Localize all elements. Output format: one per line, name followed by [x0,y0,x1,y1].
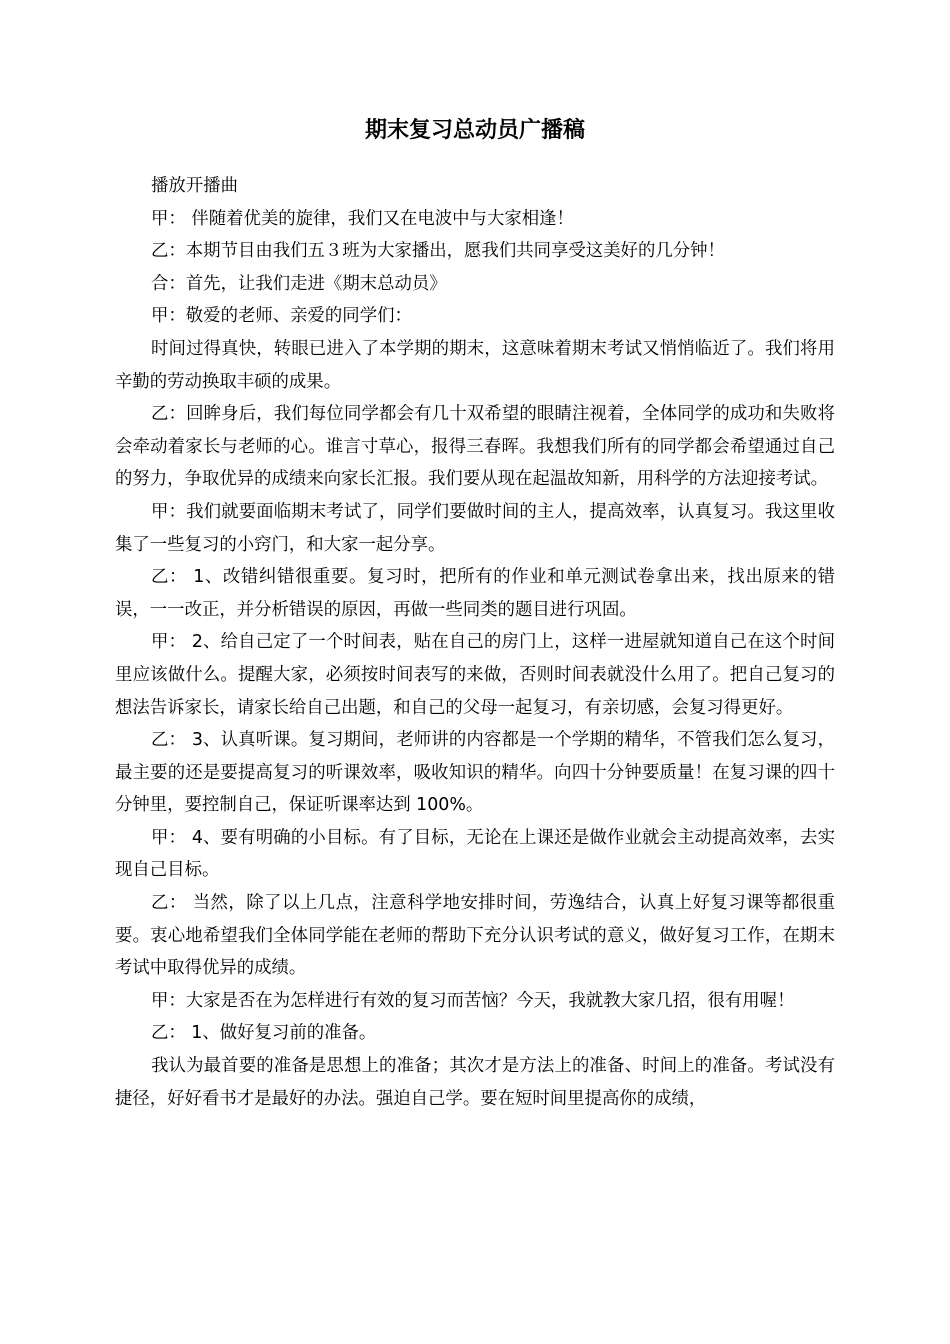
paragraph-7: 乙：回眸身后，我们每位同学都会有几十双希望的眼睛注视着，全体同学的成功和失败将会牵动着家长与老师的心。谁言寸草心，报得三春晖。我想我们所有的同学都会希望通过自己的努力，争取优异的成绩来向家长汇报。我们要从现在起温故知新，用科学的方法迎接考试。 [115,404,835,490]
paragraph-9: 乙： 1、改错纠错很重要。复习时，把所有的作业和单元测试卷拿出来，找出原来的错误，一一改正，并分析错误的原因，再做一些同类的题目进行巩固。 [115,567,835,620]
paragraph-13: 乙： 当然，除了以上几点，注意科学地安排时间，劳逸结合，认真上好复习课等都很重要。衷心地希望我们全体同学能在老师的帮助下充分认识考试的意义，做好复习工作，在期末考试中取得优异的成绩。 [115,893,835,979]
paragraph-1: 播放开播曲 [151,176,238,196]
paragraph-11: 乙： 3、认真听课。复习期间，老师讲的内容都是一个学期的精华，不管我们怎么复习，最主要的还是要提高复习的听课效率，吸收知识的精华。向四十分钟要质量！在复习课的四十分钟里，要控制自己，保证听课率达到 100%。 [115,730,835,816]
paragraph-15: 乙： 1、做好复习前的准备。 [151,1023,377,1044]
paragraph-5: 甲：敬爱的老师、亲爱的同学们： [151,306,412,327]
paragraph-2: 甲： 伴随着优美的旋律，我们又在电波中与大家相逢！ [151,208,574,229]
paragraph-8: 甲：我们就要面临期末考试了，同学们要做时间的主人，提高效率，认真复习。我这里收集了一些复习的小窍门，和大家一起分享。 [115,501,835,555]
paragraph-14: 甲：大家是否在为怎样进行有效的复习而苦恼？今天，我就教大家几招，很有用喔！ [151,990,795,1011]
paragraph-4: 合：首先，让我们走进《期末总动员》 [151,273,447,294]
paragraph-10: 甲： 2、给自己定了一个时间表，贴在自己的房门上，这样一进屋就知道自己在这个时间里应该做什么。提醒大家，必须按时间表写的来做，否则时间表就没什么用了。把自己复习的想法告诉家长，请家长给自己出题，和自己的父母一起复习，有亲切感，会复习得更好。 [115,632,835,718]
paragraph-16: 我认为最首要的准备是思想上的准备；其次才是方法上的准备、时间上的准备。考试没有捷径，好好看书才是最好的办法。强迫自己学。要在短时间里提高你的成绩， [115,1056,835,1109]
paragraph-12: 甲： 4、要有明确的小目标。有了目标，无论在上课还是做作业就会主动提高效率，去实现自己目标。 [115,827,835,881]
paragraph-6: 时间过得真快，转眼已进入了本学期的期末，这意味着期末考试又悄悄临近了。我们将用辛勤的劳动换取丰硕的成果。 [115,338,835,392]
paragraph-3: 乙：本期节目由我们五３班为大家播出，愿我们共同享受这美好的几分钟！ [151,241,725,262]
document-title: 期末复习总动员广播稿 [364,118,585,143]
document-body [115,170,835,1115]
